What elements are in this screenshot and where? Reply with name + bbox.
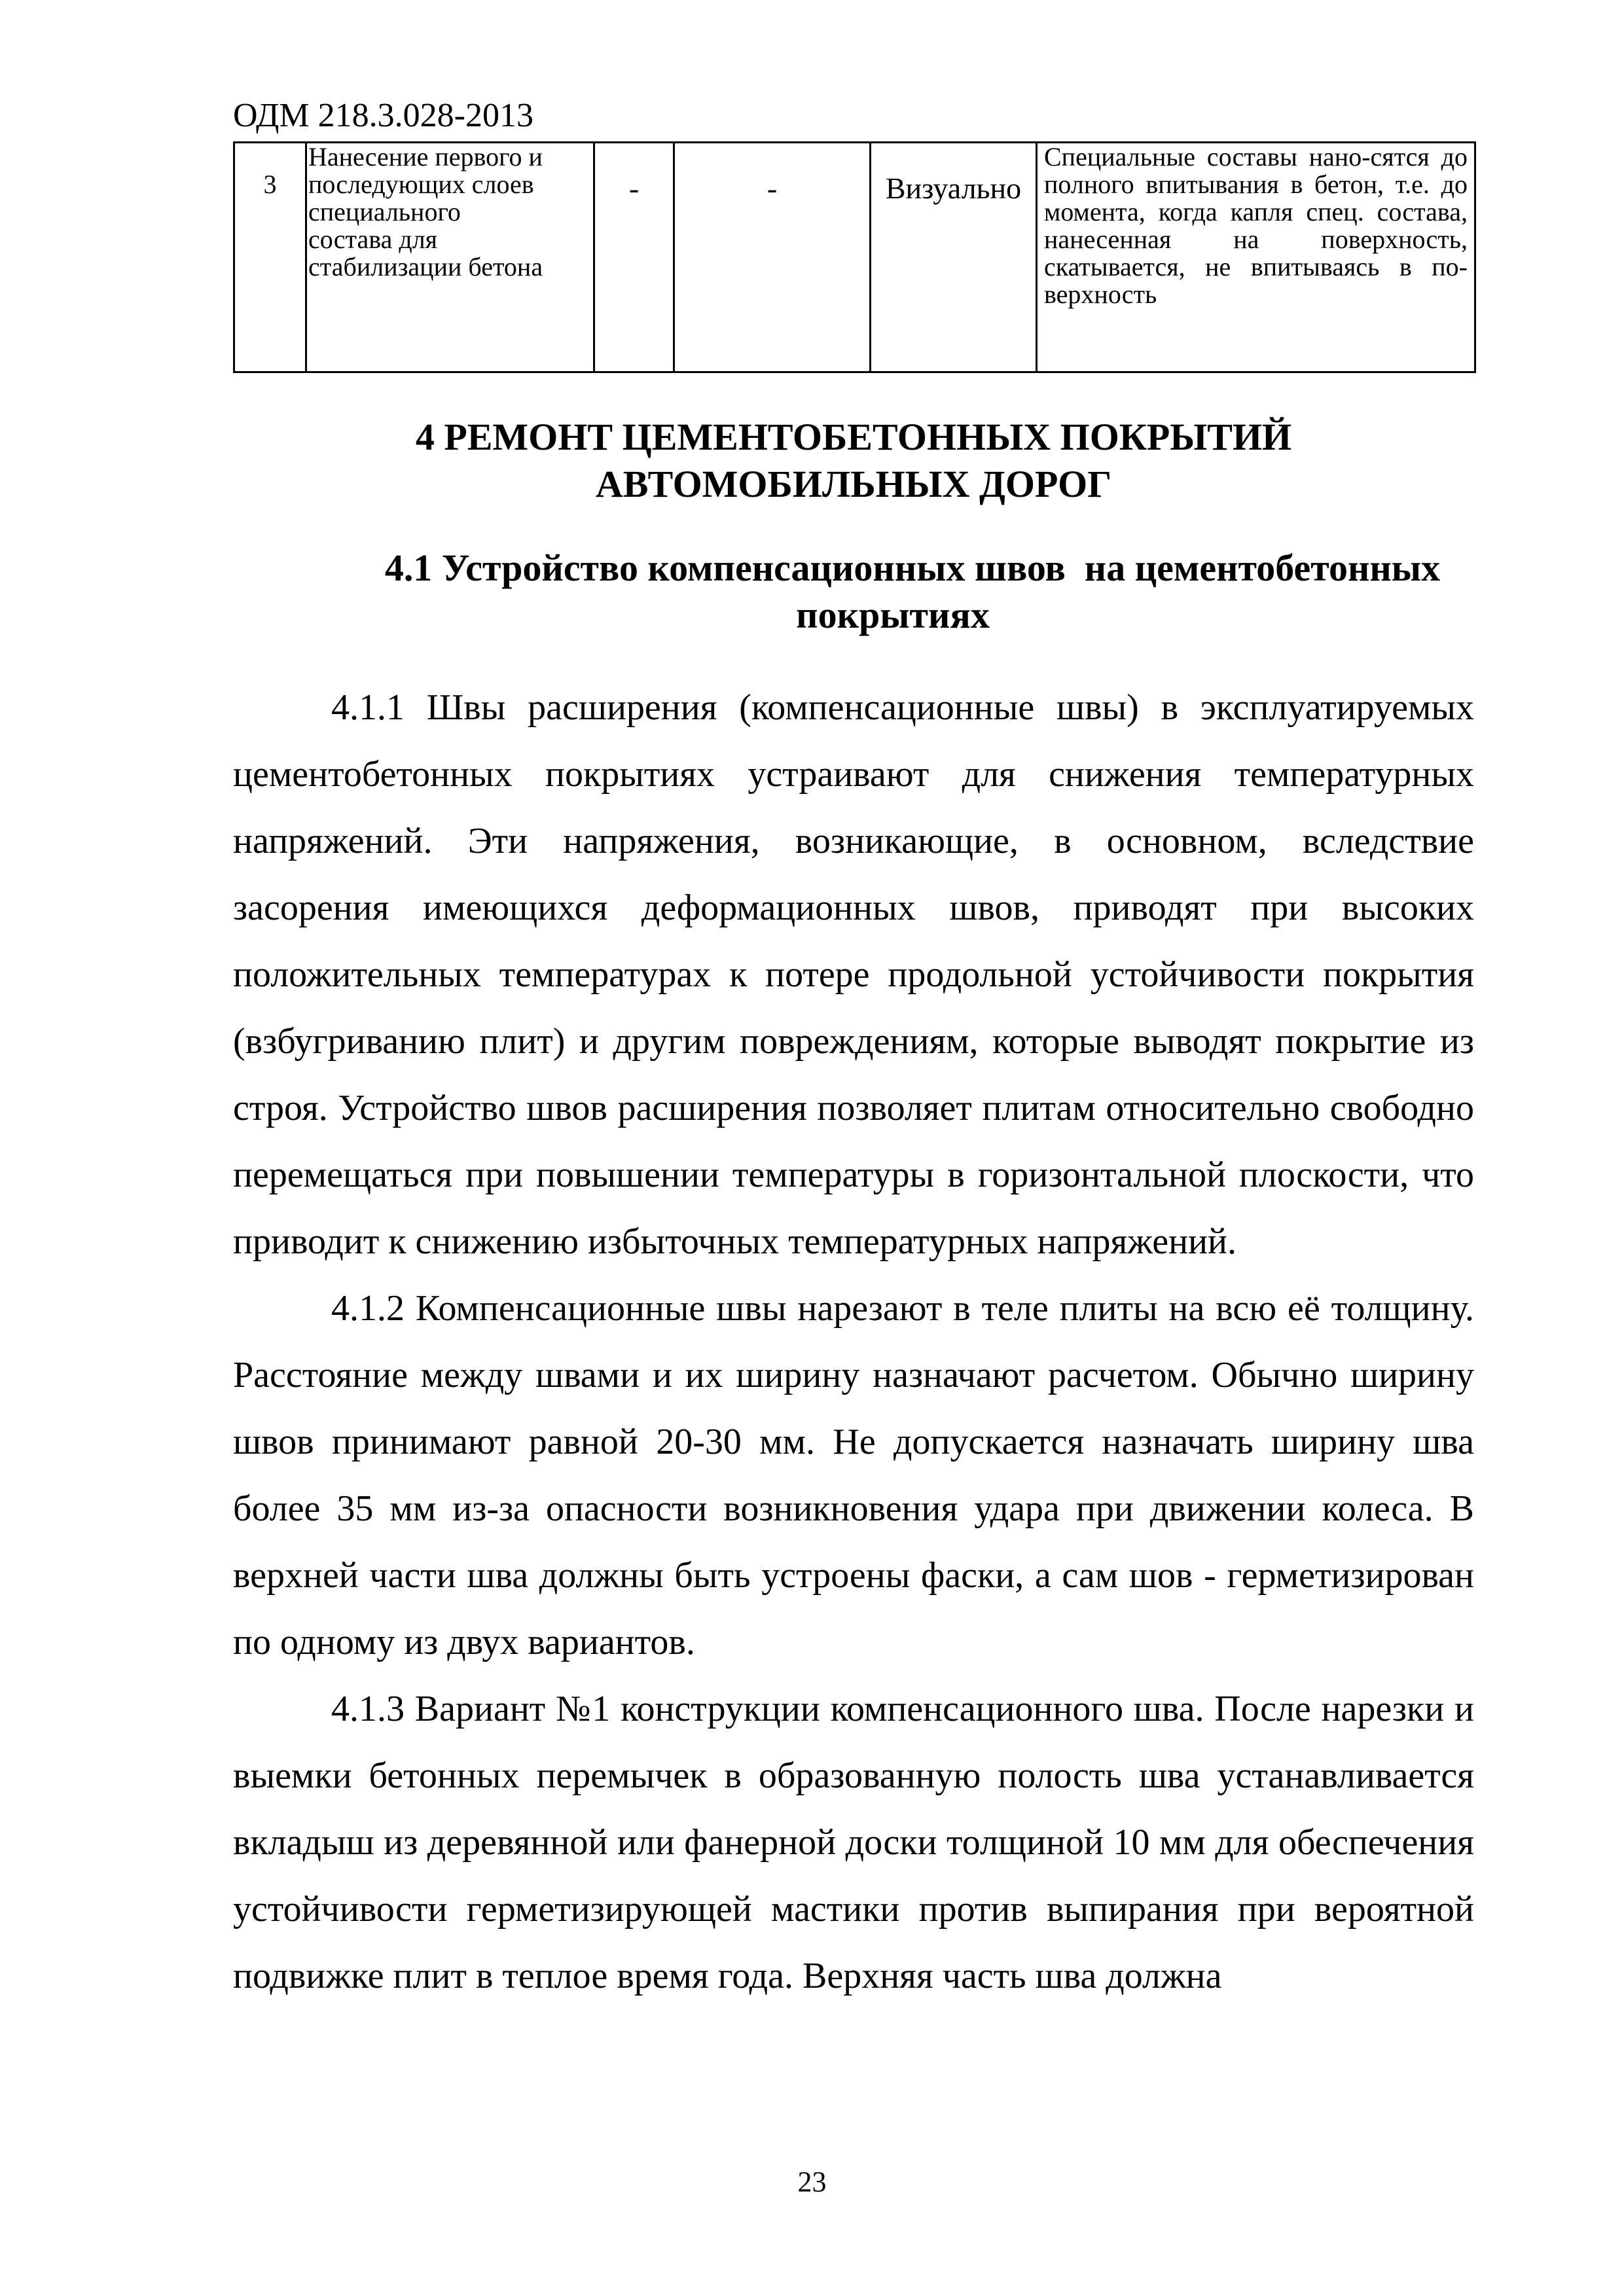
- section-title-line: 4 РЕМОНТ ЦЕМЕНТОБЕТОННЫХ ПОКРЫТИЙ: [415, 416, 1292, 458]
- subsection-title-line: покрытиях: [796, 594, 990, 636]
- table-row: [234, 143, 1475, 372]
- body-text: [233, 674, 1474, 2009]
- paragraph: 4.1.3 Вариант №1 конструкции компенсационного шва. После нарезки и выемки бетонных перемычек в образованную полость шва устанавливается вкладыш из деревянной или фанерной доски толщиной 10 мм для обеспечения устойчивости герметизирующей мастики против выпирания при вероятной подвижке плит в теплое время года. Верхняя часть шва должна: [233, 1689, 1474, 1996]
- operation-line: состава для: [308, 224, 438, 254]
- dash-cell: -: [674, 143, 871, 372]
- paragraph: 4.1.2 Компенсационные швы нарезают в теле плиты на всю её толщину. Расстояние между швами и их ширину назначают расчетом. Обычно ширину швов принимают равной 20-30 мм. Не допускается назначать ширину шва более 35 мм из-за опасности возникновения удара при движении колеса. В верхней части шва должны быть устроены фаски, а сам шов - герметизирован по одному из двух вариантов.: [233, 1288, 1474, 1662]
- subsection-title-line: 4.1 Устройство компенсационных швов на цементобетонных: [384, 547, 1441, 589]
- operation-line: Нанесение первого и: [308, 142, 543, 171]
- section-title: [233, 414, 1474, 508]
- dash-cell: -: [594, 143, 674, 372]
- operation-line: стабилизации бетона: [308, 252, 543, 281]
- page-number: 23: [797, 2166, 827, 2198]
- section-title-line: АВТОМОБИЛЬНЫХ ДОРОГ: [595, 463, 1112, 505]
- work-operations-table: [233, 141, 1476, 373]
- note-cell: Специальные составы нано-сятся до полного впитывания в бетон, т.е. до момента, когда капля спец. состава, нанесенная на поверхность, скатывается, не впитываясь в по-верхность: [1037, 143, 1475, 372]
- subsection-title: [233, 545, 1474, 639]
- control-method-cell: Визуально: [871, 143, 1037, 372]
- document-code: ОДМ 218.3.028-2013: [233, 97, 533, 134]
- paragraph: 4.1.1 Швы расширения (компенсационные швы) в эксплуатируемых цементобетонных покрытиях устраивают для снижения температурных напряжений. Эти напряжения, возникающие, в основном, вследствие засорения имеющихся деформационных швов, приводят при высоких положительных температурах к потере продольной устойчивости покрытия (взбугриванию плит) и другим повреждениям, которые выводят покрытие из строя. Устройство швов расширения позволяет плитам относительно свободно перемещаться при повышении температуры в горизонтальной плоскости, что приводит к снижению избыточных температурных напряжений.: [233, 687, 1474, 1262]
- operation-line: специального: [308, 197, 461, 226]
- row-number-cell: 3: [234, 143, 306, 372]
- operation-line: последующих слоев: [308, 170, 534, 199]
- operation-cell: [306, 143, 594, 372]
